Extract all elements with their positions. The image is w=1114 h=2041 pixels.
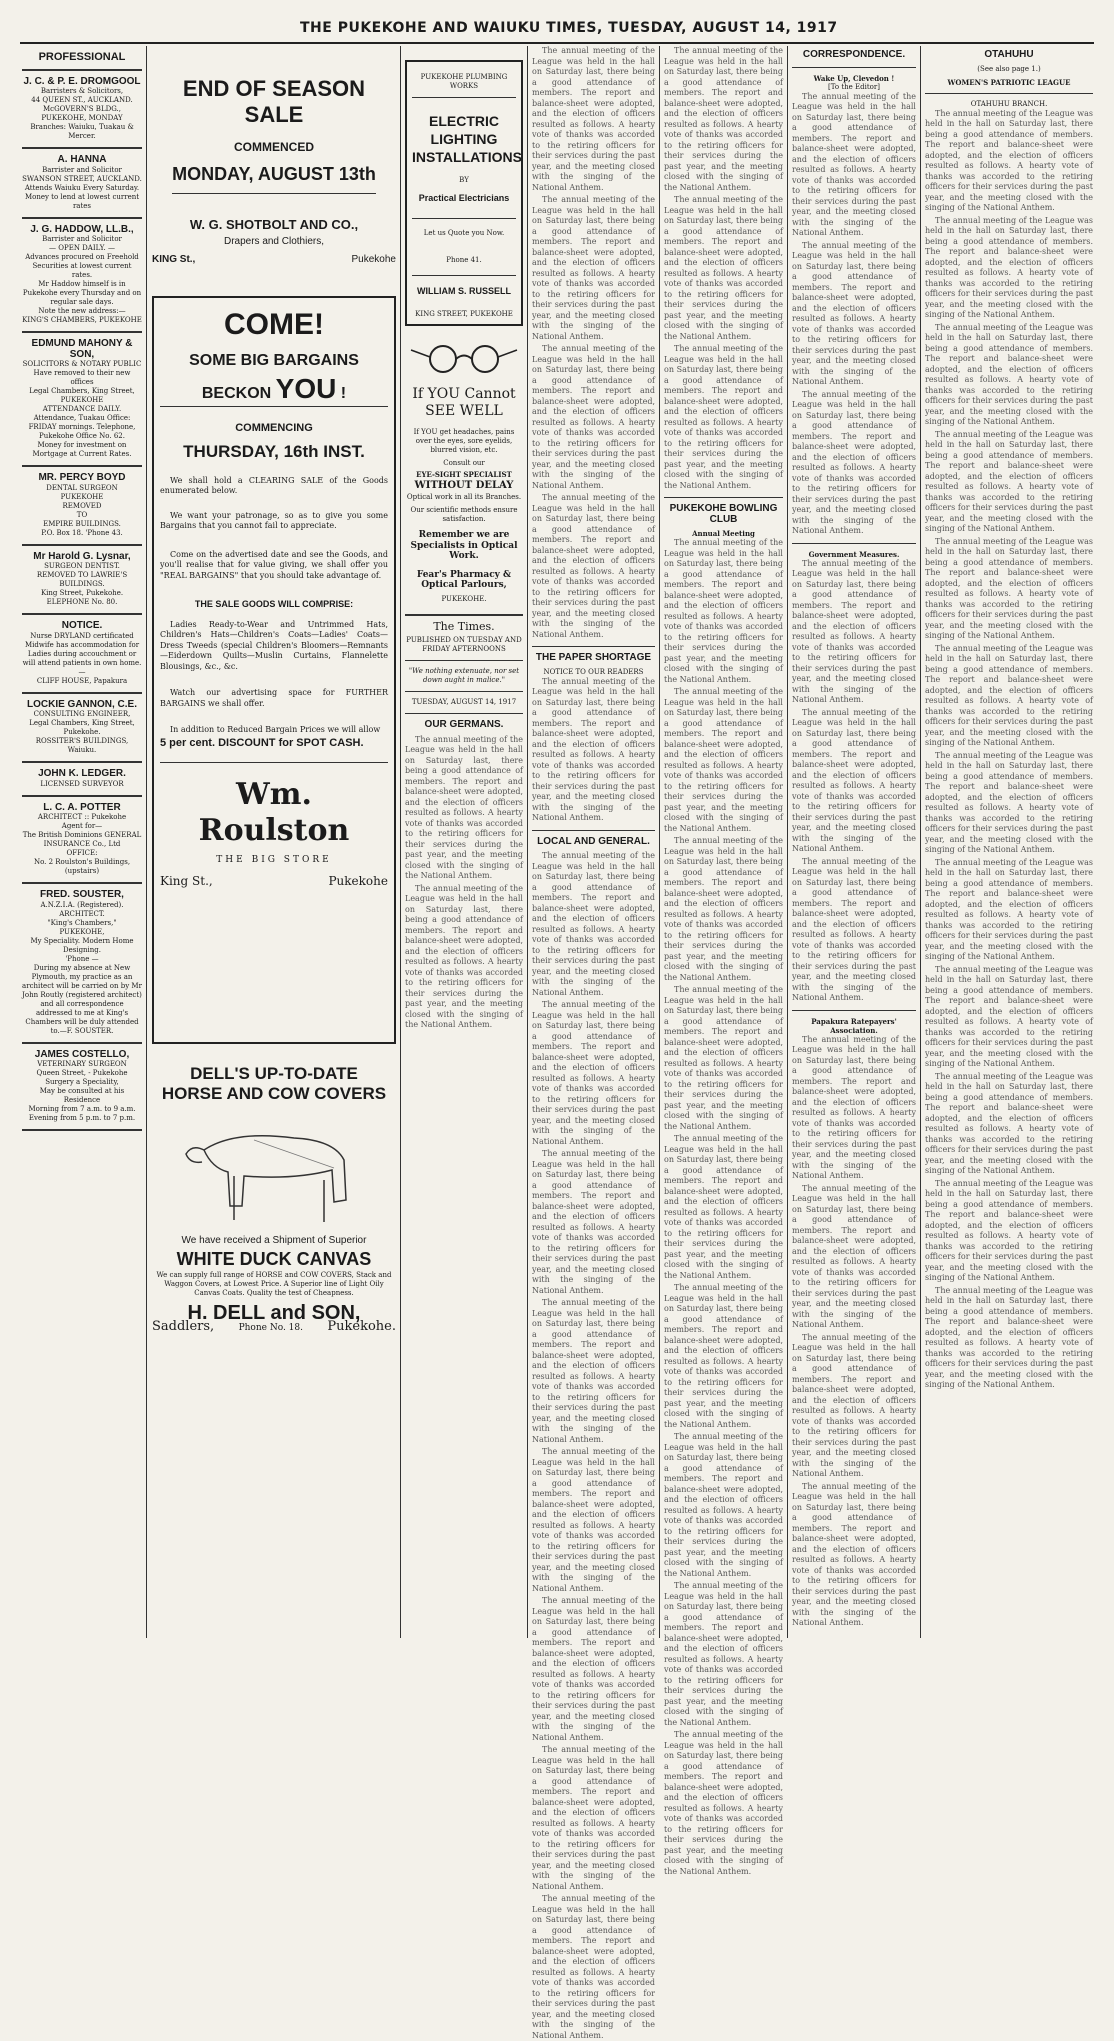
article-text: The annual meeting of the League was held in the hall on Saturday last, there being a good attendance of members. The report and balance-sheet were adopted, and the election of officers resulted as follows. A hearty vote of thanks was accorded to the retiring officers for their services during the past year, and the meeting closed with the singing of the National Anthem. [664,985,783,1131]
card-name: Mr Harold G. Lysnar, [33,550,131,562]
divider [792,67,916,68]
card-name: FRED. SOUSTER, [40,889,124,900]
divider [925,93,1093,94]
article-text: The annual meeting of the League was held in the hall on Saturday last, there being a good attendance of members. The report and balance-sheet were adopted, and the election of officers resulted as follows. A hearty vote of thanks was accorded to the retiring officers for their services during the past year, and the meeting closed with the singing of the National Anthem. [532,1149,655,1295]
card-line: Attendance, Tuakau Office: FRIDAY mornings. Telephone, Pukekohe Office No. 62. [28,414,136,440]
fear-headline: If YOU Cannot SEE WELL [412,385,516,419]
article-text: The annual meeting of the League was held in the hall on Saturday last, there being a good attendance of members. The report and balance-sheet were adopted, and the election of officers resulted as follows. A hearty vote of thanks was accorded to the retiring officers for their services during the past year, and the meeting closed with the singing of the National Anthem. [532,1447,655,1593]
divider [412,97,516,98]
card-line: No. 2 Roulston's Buildings, (upstairs) [33,858,131,875]
divider [22,544,142,546]
card-line: Money for investment on Mortgage at Current Rates. [32,441,132,458]
divider [412,275,516,276]
store-subtitle: THE BIG STORE [216,855,332,865]
divider [160,762,388,763]
card-line: Evening from 5 p.m. to 7 p.m. [28,1114,136,1122]
article-text: The annual meeting of the League was held in the hall on Saturday last, there being a good attendance of members. The report and balance-sheet were adopted, and the election of officers resulted as follows. A hearty vote of thanks was accorded to the retiring officers for their services during the past year, and the meeting closed with the singing of the National Anthem. [664,1432,783,1578]
article-text: The annual meeting of the League was held in the hall on Saturday last, there being a good attendance of members. The report and balance-sheet were adopted, and the election of officers resulted as follows. A hearty vote of thanks was accorded to the retiring officers for their services during the past year, and the meeting closed with the singing of the National Anthem. [925,1285,1093,1389]
card-line: Money to lend at lowest current rates [24,192,140,210]
card-line: EMPIRE BUILDINGS. [43,519,121,528]
article-text: The annual meeting of the League was held in the hall on Saturday last, there being a good attendance of members. The report and balance-sheet were adopted, and the election of officers resulted as follows. A hearty vote of thanks was accorded to the retiring officers for their services during the past year, and the meeting closed with the singing of the National Anthem. [532,1000,655,1146]
spectacles-icon [405,342,523,376]
card-name: EDMUND MAHONY & SON, [31,338,133,360]
article-heading: PUKEKOHE BOWLING CLUB [669,503,778,525]
sale-headline: END OF SEASON SALE [182,76,366,127]
article-text: The annual meeting of the League was held in the hall on Saturday last, there being a good attendance of members. The report and balance-sheet were adopted, and the election of officers resulted as follows. A hearty vote of thanks was accorded to the retiring officers for their services during the past year, and the meeting closed with the singing of the National Anthem. [532,493,655,639]
card-line: KING'S CHAMBERS, PUKEKOHE [22,316,142,324]
article-text: The annual meeting of the League was held in the hall on Saturday last, there being a good attendance of members. The report and balance-sheet were adopted, and the election of officers resulted as follows. A hearty vote of thanks was accorded to the retiring officers for their services during the past year, and the meeting closed with the singing of the National Anthem. [664,538,783,684]
branch-heading: OTAHUHU BRANCH. [970,99,1048,108]
divider [405,614,523,616]
article-text: The annual meeting of the League was held in the hall on Saturday last, there being a good attendance of members. The report and balance-sheet were adopted, and the election of officers resulted as follows. A hearty vote of thanks was accorded to the retiring officers for their services during the past year, and the meeting closed with the singing of the National Anthem. [664,687,783,833]
article-text: The annual meeting of the League was held in the hall on Saturday last, there being a good attendance of members. The report and balance-sheet were adopted, and the election of officers resulted as follows. A hearty vote of thanks was accorded to the retiring officers for their services during the past year, and the meeting closed with the singing of the National Anthem. [925,1071,1093,1175]
divider [22,761,142,763]
card-line: King Street, Pukekohe. [40,589,124,597]
firm-trade: Drapers and Clothiers, [223,235,325,247]
article-heading: OTAHUHU [984,49,1034,60]
divider [22,217,142,219]
card-line: — OPEN DAILY. — [49,244,115,252]
card-line: SURGEON DENTIST. [44,562,120,570]
article-subheading: NOTICE TO OUR READERS [543,667,644,676]
article-text: The annual meeting of the League was held in the hall on Saturday last, there being a good attendance of members. The report and balance-sheet were adopted, and the election of officers resulted as follows. A hearty vote of thanks was accorded to the retiring officers for their services during the past year, and the meeting closed with the singing of the National Anthem. [792,1034,916,1180]
divider [22,795,142,797]
card-name: J. C. & P. E. DROMGOOL [23,75,141,87]
card-line: CONSULTING ENGINEER, [33,710,131,718]
article-text: The annual meeting of the League was held in the hall on Saturday last, there being a good attendance of members. The report and balance-sheet were adopted, and the election of officers resulted as follows. A hearty vote of thanks was accorded to the retiring officers for their services during the past year, and the meeting closed with the singing of the National Anthem. [532,1298,655,1444]
times-masthead [405,619,523,1031]
professional-card [22,155,142,219]
card-line: REMOVED [62,501,102,510]
branches-label: Optical work in all its Branches. [406,493,522,501]
article-text: The annual meeting of the League was held in the hall on Saturday last, there being a good attendance of members. The report and balance-sheet were adopted, and the election of officers resulted as follows. A hearty vote of thanks was accorded to the retiring officers for their services during the past year, and the meeting closed with the singing of the National Anthem. [925,1178,1093,1282]
divider [412,218,516,219]
professional-card [22,803,142,885]
article-text: The annual meeting of the League was held in the hall on Saturday last, there being a good attendance of members. The report and balance-sheet were adopted, and the election of officers resulted as follows. A hearty vote of thanks was accorded to the retiring officers for their services during the past year, and the meeting closed with the singing of the National Anthem. [792,389,916,535]
professional-heading: PROFESSIONAL [38,51,126,63]
advert-column [152,46,396,1638]
divider [405,713,523,714]
divider [532,646,655,647]
electric-headline: ELECTRIC LIGHTING INSTALLATIONS [412,113,522,165]
card-line: Legal Chambers, King Street, [29,719,135,727]
card-line: Pukekohe. [63,728,101,736]
article-text: The annual meeting of the League was held in the hall on Saturday last, there being a good attendance of members. The report and balance-sheet were adopted, and the election of officers resulted as follows. A hearty vote of thanks was accorded to the retiring officers for their services during the past year, and the meeting closed with the singing of the National Anthem. [664,836,783,982]
card-line: My Speciality. Modern Home Designing. [30,936,134,954]
fear-firm: Fear's Pharmacy & Optical Parlours, [416,569,512,590]
town: Pukekohe. [327,1319,396,1334]
card-line: ARCHITECT :: Pukekohe [37,813,127,821]
times-dateline: TUESDAY, AUGUST 14, 1917 [411,698,517,706]
times-title: The Times. [433,619,495,633]
card-line: 'Phone — [65,954,99,963]
card-line: ELEPHONE No. 80. [46,598,118,606]
masthead [0,0,1114,40]
divider [22,692,142,694]
professional-column [22,46,142,1638]
article-text: The annual meeting of the League was held in the hall on Saturday last, there being a good attendance of members. The report and balance-sheet were adopted, and the election of officers resulted as follows. A hearty vote of thanks was accorded to the retiring officers for their services during the past year, and the meeting closed with the singing of the National Anthem. [925,429,1093,533]
card-name: JAMES COSTELLO, [34,1048,130,1060]
see-also: (See also page 1.) [977,64,1041,73]
fear-advert [405,342,523,604]
divider [792,1010,916,1011]
dell-description: We can supply full range of HORSE and COW COVERS, Stack and Waggon Covers, at Lowest Price. A Superior line of Light Oily Canvas Coats. Quality the test of Cheapness. [156,1270,392,1297]
article-text: The annual meeting of the League was held in the hall on Saturday last, there being a good attendance of members. The report and balance-sheet were adopted, and the election of officers resulted as follows. A hearty vote of thanks was accorded to the retiring officers for their services during the past year, and the meeting closed with the singing of the National Anthem. [925,322,1093,426]
middle-ads-column [405,46,523,1638]
article-text: The annual meeting of the League was held in the hall on Saturday last, there being a good attendance of members. The report and balance-sheet were adopted, and the election of officers resulted as follows. A hearty vote of thanks was accorded to the retiring officers for their services during the past year, and the meeting closed with the singing of the National Anthem. [792,1332,916,1478]
plumbing-works: PUKEKOHE PLUMBING WORKS [420,73,508,90]
otahuhu-column [925,46,1093,1638]
news-column-5 [664,46,783,1876]
article-text: The annual meeting of the League was held in the hall on Saturday last, there being a good attendance of members. The report and balance-sheet were adopted, and the election of officers resulted as follows. A hearty vote of thanks was accorded to the retiring officers for their services during the past year, and the meeting closed with the singing of the National Anthem. [792,240,916,386]
card-name: LOCKIE GANNON, C.E. [26,698,137,710]
article-text: The annual meeting of the League was held in the hall on Saturday last, there being a good attendance of members. The report and balance-sheet were adopted, and the election of officers resulted as follows. A hearty vote of thanks was accorded to the retiring officers for their services during the past year, and the meeting closed with the singing of the National Anthem. [792,707,916,853]
column-divider [920,46,921,1638]
column-divider [400,46,401,1638]
commencing-label: COMMENCING [235,421,313,434]
beckon-line: BECKON YOU ! [201,373,347,404]
card-line: Barrister and Solicitor [42,165,122,174]
goods-heading: THE SALE GOODS WILL COMPRISE: [194,599,354,609]
card-line: REMOVED TO LAWRIE'S BUILDINGS. [36,571,128,588]
article-text: The annual meeting of the League was held in the hall on Saturday last, there being a good attendance of members. The report and balance-sheet were adopted, and the election of officers resulted as follows. A hearty vote of thanks was accorded to the retiring officers for their services during the past year, and the meeting closed with the singing of the National Anthem. [664,1730,783,1876]
card-line: Barrister and Solicitor [42,235,122,243]
article-subheading: Annual Meeting [692,529,755,538]
delay-label: WITHOUT DELAY [414,479,514,491]
card-name: J. G. HADDOW, LL.B., [30,223,134,235]
town: Pukekohe [328,873,388,888]
news-column-4 [532,46,655,2040]
goods-list: Ladies Ready-to-Wear and Untrimmed Hats, Children's Hats—Children's Coats—Ladies' Coats—Dress Tweeds (special Children's Bloomers—Remnants—Eiderdown Quilts—Muslin Curtains, Flannelette Blousings, &c., &c. [160,619,388,671]
dell-headline-2: HORSE AND COW COVERS [161,1083,387,1103]
article-text: The annual meeting of the League was held in the hall on Saturday last, there being a good attendance of members. The report and balance-sheet were adopted, and the election of officers resulted as follows. A hearty vote of thanks was accorded to the retiring officers for their services during the past year, and the meeting closed with the singing of the National Anthem. [664,46,783,192]
masthead-rule [20,42,1094,44]
card-name: NOTICE. [61,620,103,631]
column-divider [527,46,528,1638]
card-line: May be consulted at his Residence [39,1087,125,1104]
article-text: The annual meeting of the League was held in the hall on Saturday last, there being a good attendance of members. The report and balance-sheet were adopted, and the election of officers resulted as follows. A hearty vote of thanks was accorded to the retiring officers for their services during the past year, and the meeting closed with the singing of the National Anthem. [532,1745,655,1891]
divider [22,1042,142,1044]
card-line: OFFICE: [66,849,98,857]
card-line: VETERINARY SURGEON [37,1060,127,1068]
card-line: TO [76,510,88,519]
card-line: 44 QUEEN ST., AUCKLAND. [31,96,133,104]
dell-advert [152,1064,396,1334]
professional-card [22,473,142,546]
article-text: The annual meeting of the League was held in the hall on Saturday last, there being a good attendance of members. The report and balance-sheet were adopted, and the election of officers resulted as follows. A hearty vote of thanks was accorded to the retiring officers for their services during the past year, and the meeting closed with the singing of the National Anthem. [405,734,523,880]
divider [22,69,142,71]
letter-heading: Wake Up, Clevedon ! [813,73,895,83]
article-text: The annual meeting of the League was held in the hall on Saturday last, there being a good attendance of members. The report and balance-sheet were adopted, and the election of officers resulted as follows. A hearty vote of thanks was accorded to the retiring officers for their services during the past year, and the meeting closed with the singing of the National Anthem. [792,91,916,237]
discount-line: 5 per cent. DISCOUNT for SPOT CASH. [160,736,364,749]
times-motto: "We nothing extenuate, nor set down aught in malice." [408,667,520,684]
article-text: The annual meeting of the League was held in the hall on Saturday last, there being a good attendance of members. The report and balance-sheet were adopted, and the election of officers resulted as follows. A hearty vote of thanks was accorded to the retiring officers for their services during the past year, and the meeting closed with the singing of the National Anthem. [925,108,1093,212]
card-line: Note the new address:— [38,307,126,315]
divider [22,613,142,615]
paragraph: Watch our advertising space for FURTHER BARGAINS we shall offer. [160,688,388,708]
divider [22,147,142,149]
card-line: Queen Street, - Pukekohe [36,1069,128,1077]
roulston-advert [152,296,396,1044]
professional-card [22,700,142,764]
sale-date: MONDAY, AUGUST 13th [172,163,376,184]
card-line: Advances procured on Freehold Securities at lowest current rates. [25,253,139,279]
newspaper-title: THE PUKEKOHE AND WAIUKU TIMES, TUESDAY, AUGUST 14, 1917 [300,20,838,36]
street: King St., [160,873,213,888]
russell-name: WILLIAM S. RUSSELL [417,285,511,296]
article-text: The annual meeting of the League was held in the hall on Saturday last, there being a good attendance of members. The report and balance-sheet were adopted, and the election of officers resulted as follows. A hearty vote of thanks was accorded to the retiring officers for their services during the past year, and the meeting closed with the singing of the National Anthem. [792,1183,916,1329]
card-line: PUKEKOHE [60,492,104,501]
clearance-date: THURSDAY, 16th INST. [183,442,365,461]
firm-address [152,255,396,266]
card-line: PUKEKOHE [60,396,104,404]
article-text: The annual meeting of the League was held in the hall on Saturday last, there being a good attendance of members. The report and balance-sheet were adopted, and the election of officers resulted as follows. A hearty vote of thanks was accorded to the retiring officers for their services during the past year, and the meeting closed with the singing of the National Anthem. [925,643,1093,747]
article-heading: THE PAPER SHORTAGE [535,652,652,663]
card-line: DENTAL SURGEON [46,483,118,492]
correspondence-column [792,46,916,1638]
paragraph: We shall hold a CLEARING SALE of the Goods enumerated below. [160,475,388,495]
street: KING St., [152,254,196,265]
divider [405,660,523,661]
remember-label: Remember we are Specialists in Optical Work. [410,530,518,561]
article-heading: OUR GERMANS. [424,719,504,730]
paragraph: Come on the advertised date and see the Goods, and you'll realise that for value giving, we shall offer you "REAL BARGAINS" that you should take advantage of. [160,549,388,580]
article-text: The annual meeting of the League was held in the hall on Saturday last, there being a good attendance of members. The report and balance-sheet were adopted, and the election of officers resulted as follows. A hearty vote of thanks was accorded to the retiring officers for their services during the past year, and the meeting closed with the singing of the National Anthem. [925,536,1093,640]
professional-card [22,77,142,150]
dell-firm: H. DELL and SON, [187,1301,361,1324]
article-text: The annual meeting of the League was held in the hall on Saturday last, there being a good attendance of members. The report and balance-sheet were adopted, and the election of officers resulted as follows. A hearty vote of thanks was accorded to the retiring officers for their services during the past year, and the meeting closed with the singing of the National Anthem. [532,1894,655,2040]
divider [172,193,376,194]
card-line: Nurse DRYLAND certificated Midwife has accommodation for Ladies during accouchment or will attend patients in own home.— [22,631,142,676]
card-line: The British Dominions GENERAL INSURANCE Co., Ltd [22,831,142,848]
professional-card [22,621,142,694]
divider [405,691,523,692]
cow-cover-illustration [174,1110,374,1230]
received-line: We have received a Shipment of Superior [181,1234,367,1246]
divider [22,465,142,467]
card-name: MR. PERCY BOYD [38,472,126,483]
article-text: The annual meeting of the League was held in the hall on Saturday last, there being a good attendance of members. The report and balance-sheet were adopted, and the election of officers resulted as follows. A hearty vote of thanks was accorded to the retiring officers for their services during the past year, and the meeting closed with the singing of the National Anthem. [664,1134,783,1280]
store-name: Wm. Roulston [198,777,350,848]
article-text: The annual meeting of the League was held in the hall on Saturday last, there being a good attendance of members. The report and balance-sheet were adopted, and the election of officers resulted as follows. A hearty vote of thanks was accorded to the retiring officers for their services during the past year, and the meeting closed with the singing of the National Anthem. [664,344,783,490]
divider [532,830,655,831]
article-text: The annual meeting of the League was held in the hall on Saturday last, there being a good attendance of members. The report and balance-sheet were adopted, and the election of officers resulted as follows. A hearty vote of thanks was accorded to the retiring officers for their services during the past year, and the meeting closed with the singing of the National Anthem. [532,676,655,822]
card-line: During my absence at New Plymouth, my practice as an architect will be carried on by Mr John Routly (registered architect) and all correspondence addressed to me at King's Chambers will be duly attended to.—F. SOUSTER. [22,963,142,1035]
professional-card [22,339,142,467]
card-line: Morning from 7 a.m. to 9 a.m. [28,1105,136,1113]
paragraph: If YOU get headaches, pains over the eyes, sore eyelids, blurred vision, etc. [413,427,515,454]
phone-line: Phone 41. [446,255,482,264]
card-line: Mr Haddow himself is in Pukekohe every Thursday and on regular sale days. [22,280,142,306]
divider [22,1129,142,1131]
article-heading: CORRESPONDENCE. [802,49,906,60]
commenced-label: COMMENCED [234,140,314,154]
card-line: Barristers & Solicitors, [40,87,124,95]
article-heading: LOCAL AND GENERAL. [537,835,650,847]
article-text: The annual meeting of the League was held in the hall on Saturday last, there being a good attendance of members. The report and balance-sheet were adopted, and the election of officers resulted as follows. A hearty vote of thanks was accorded to the retiring officers for their services during the past year, and the meeting closed with the singing of the National Anthem. [532,195,655,341]
come-headline: COME! [224,307,324,341]
divider [664,497,783,498]
card-line: PUKEKOHE, [59,927,105,936]
russell-advert [405,60,523,326]
publication-days: PUBLISHED ON TUESDAY AND FRIDAY AFTERNOONS [406,636,522,653]
card-name: A. HANNA [57,154,107,165]
article-text: The annual meeting of the League was held in the hall on Saturday last, there being a good attendance of members. The report and balance-sheet were adopted, and the election of officers resulted as follows. A hearty vote of thanks was accorded to the retiring officers for their services during the past year, and the meeting closed with the singing of the National Anthem. [664,1581,783,1727]
letter-heading: Government Measures. [808,549,900,559]
card-line: Branches: Waiuku, Tuakau & Mercer. [30,123,134,140]
specialist-label: EYE-SIGHT SPECIALIST [416,469,512,479]
letter-heading: Papakura Ratepayers' Association. [811,1016,897,1035]
professional-card [22,225,142,334]
divider [22,331,142,333]
card-name: L. C. A. POTTER [43,801,121,813]
you-word: YOU [275,373,337,404]
consult-label: Consult our [443,458,485,467]
card-line: Agent for— [61,822,103,830]
league-heading: WOMEN'S PATRIOTIC LEAGUE [947,77,1071,87]
article-text: The annual meeting of the League was held in the hall on Saturday last, there being a good attendance of members. The report and balance-sheet were adopted, and the election of officers resulted as follows. A hearty vote of thanks was accorded to the retiring officers for their services during the past year, and the meeting closed with the singing of the National Anthem. [925,750,1093,854]
paragraph: We want your patronage, so as to give you some Bargains that you cannot fail to appreciate. [160,510,388,530]
article-text: The annual meeting of the League was held in the hall on Saturday last, there being a good attendance of members. The report and balance-sheet were adopted, and the election of officers resulted as follows. A hearty vote of thanks was accorded to the retiring officers for their services during the past year, and the meeting closed with the singing of the National Anthem. [664,1283,783,1429]
card-line: CLIFF HOUSE, Papakura [36,676,128,685]
dell-address [152,1319,396,1334]
card-line: Legal Chambers, King Street, [29,387,135,395]
article-text: The annual meeting of the League was held in the hall on Saturday last, there being a good attendance of members. The report and balance-sheet were adopted, and the election of officers resulted as follows. A hearty vote of thanks was accorded to the retiring officers for their services during the past year, and the meeting closed with the singing of the National Anthem. [925,215,1093,319]
duck-canvas: WHITE DUCK CANVAS [176,1249,372,1269]
shotbolt-advert [152,76,396,266]
card-line: McGOVERN'S BLDG., PUKEKOHE, MONDAY [41,105,123,122]
dell-headline: DELL'S UP-TO-DATE [190,1063,358,1083]
firm-name: W. G. SHOTBOLT AND CO., [189,217,359,232]
article-text: The annual meeting of the League was held in the hall on Saturday last, there being a good attendance of members. The report and balance-sheet were adopted, and the election of officers resulted as follows. A hearty vote of thanks was accorded to the retiring officers for their services during the past year, and the meeting closed with the singing of the National Anthem. [532,1596,655,1742]
divider [160,406,388,407]
card-line: SWANSON STREET, AUCKLAND. [22,174,142,183]
article-text: The annual meeting of the League was held in the hall on Saturday last, there being a good attendance of members. The report and balance-sheet were adopted, and the election of officers resulted as follows. A hearty vote of thanks was accorded to the retiring officers for their services during the past year, and the meeting closed with the singing of the National Anthem. [532,851,655,997]
professional-card [22,1050,142,1132]
trade: Saddlers, [152,1319,215,1334]
to-editor: [To the Editor] [828,82,880,91]
card-line: ROSSITER'S BUILDINGS, Waiuku. [35,737,129,754]
article-text: The annual meeting of the League was held in the hall on Saturday last, there being a good attendance of members. The report and balance-sheet were adopted, and the election of officers resulted as follows. A hearty vote of thanks was accorded to the retiring officers for their services during the past year, and the meeting closed with the singing of the National Anthem. [792,558,916,704]
card-line: A.N.Z.I.A. (Registered). ARCHITECT. [40,900,124,918]
card-line: ATTENDANCE DAILY. [42,405,122,413]
divider [22,882,142,884]
article-text: The annual meeting of the League was held in the hall on Saturday last, there being a good attendance of members. The report and balance-sheet were adopted, and the election of officers resulted as follows. A hearty vote of thanks was accorded to the retiring officers for their services during the past year, and the meeting closed with the singing of the National Anthem. [925,964,1093,1068]
card-line: P.O. Box 18. 'Phone 43. [41,528,123,537]
article-text: The annual meeting of the League was held in the hall on Saturday last, there being a good attendance of members. The report and balance-sheet were adopted, and the election of officers resulted as follows. A hearty vote of thanks was accorded to the retiring officers for their services during the past year, and the meeting closed with the singing of the National Anthem. [792,856,916,1002]
card-line: "King's Chambers," [47,918,117,927]
card-line: LICENSED SURVEYOR [40,779,124,788]
paragraph: In addition to Reduced Bargain Prices we will allow [170,725,381,734]
article-text: The annual meeting of the League was held in the hall on Saturday last, there being a good attendance of members. The report and balance-sheet were adopted, and the election of officers resulted as follows. A hearty vote of thanks was accorded to the retiring officers for their services during the past year, and the meeting closed with the singing of the National Anthem. [405,883,523,1029]
card-line: Surgery a Speciality, [45,1078,119,1086]
column-divider [787,46,788,1638]
town: Pukekohe [351,254,396,265]
article-text: The annual meeting of the League was held in the hall on Saturday last, there being a good attendance of members. The report and balance-sheet were adopted, and the election of officers resulted as follows. A hearty vote of thanks was accorded to the retiring officers for their services during the past year, and the meeting closed with the singing of the National Anthem. [664,195,783,341]
phone: Phone No. 18. [238,1323,303,1333]
professional-card [22,552,142,616]
column-divider [659,46,660,1638]
professional-card [22,890,142,1044]
quote-line: Let us Quote you Now. [423,228,505,237]
practical-electricians: Practical Electricians [418,193,510,203]
fear-town: PUKEKOHE. [441,594,487,603]
beckon-word: BECKON [201,385,272,402]
russell-address: KING STREET, PUKEKOHE [415,310,513,318]
card-line: Have removed to their new offices [33,369,131,386]
card-line: SOLICITORS & NOTARY PUBLIC [22,360,142,368]
divider [792,543,916,544]
article-text: The annual meeting of the League was held in the hall on Saturday last, there being a good attendance of members. The report and balance-sheet were adopted, and the election of officers resulted as follows. A hearty vote of thanks was accorded to the retiring officers for their services during the past year, and the meeting closed with the singing of the National Anthem. [792,1481,916,1627]
card-line: Attends Waiuku Every Saturday. [24,183,140,192]
store-address [160,873,388,888]
by-label: BY [459,176,469,184]
card-name: JOHN K. LEDGER. [38,768,126,779]
article-text: The annual meeting of the League was held in the hall on Saturday last, there being a good attendance of members. The report and balance-sheet were adopted, and the election of officers resulted as follows. A hearty vote of thanks was accorded to the retiring officers for their services during the past year, and the meeting closed with the singing of the National Anthem. [532,46,655,192]
methods-label: Our scientific methods ensure satisfaction. [410,506,518,523]
bargains-headline: SOME BIG BARGAINS [189,351,359,369]
column-divider [146,46,147,1638]
article-text: The annual meeting of the League was held in the hall on Saturday last, there being a good attendance of members. The report and balance-sheet were adopted, and the election of officers resulted as follows. A hearty vote of thanks was accorded to the retiring officers for their services during the past year, and the meeting closed with the singing of the National Anthem. [925,857,1093,961]
professional-card [22,769,142,797]
article-text: The annual meeting of the League was held in the hall on Saturday last, there being a good attendance of members. The report and balance-sheet were adopted, and the election of officers resulted as follows. A hearty vote of thanks was accorded to the retiring officers for their services during the past year, and the meeting closed with the singing of the National Anthem. [532,344,655,490]
